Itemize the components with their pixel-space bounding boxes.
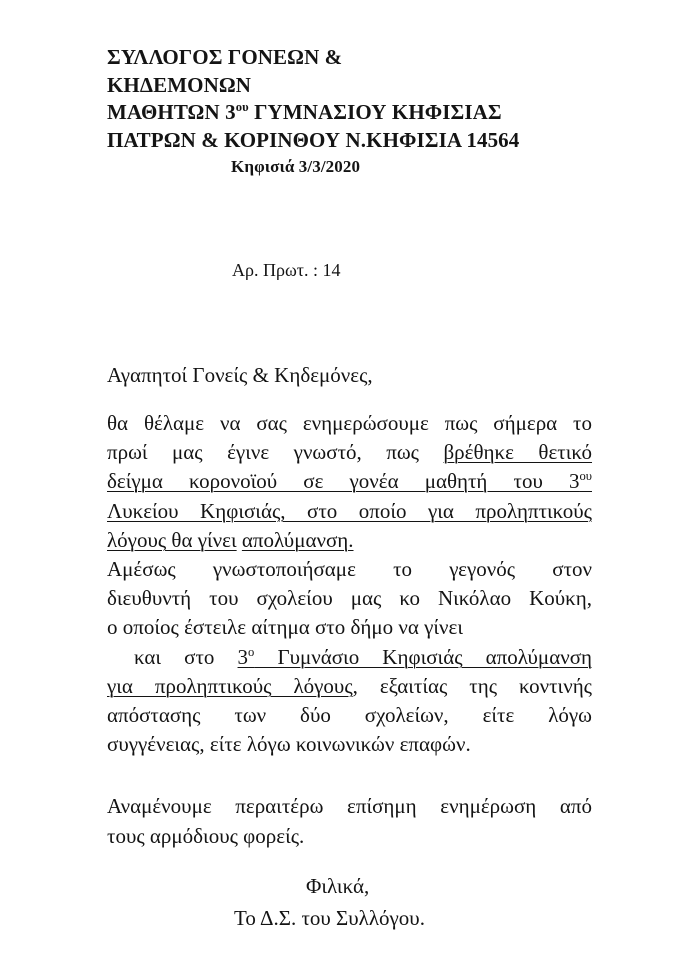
main-paragraph <box>107 409 592 759</box>
text-line: τους αρμόδιους φορείς. <box>107 824 305 848</box>
text-segment: 3 <box>237 644 249 669</box>
text-line: συγγένειας, είτε λόγω κοινωνικών επαφών. <box>107 732 471 757</box>
text-segment: πρωί μας έγινε γνωστό, πως <box>107 440 444 465</box>
letterhead-address: ΠΑΤΡΩΝ & ΚΟΡΙΝΘΟΥ Ν.ΚΗΦΙΣΙΑ 14564 <box>107 127 520 152</box>
text-segment: δείγμα κορονοϊού σε γονέα μαθητή του 3 <box>107 469 580 494</box>
underlined-text <box>238 645 592 669</box>
signature: Το Δ.Σ. του Συλλόγου. <box>234 906 425 930</box>
text-line: θα θέλαμε να σας ενημερώσουμε πως σήμερα το <box>107 411 592 435</box>
underlined-text: λόγους θα γίνει <box>107 527 237 552</box>
text-line <box>107 643 592 672</box>
text-segment: και στο <box>134 644 238 669</box>
underlined-text: απολύμανση. <box>241 527 354 552</box>
superscript: ο <box>248 644 255 659</box>
underlined-text: για προληπτικούς λόγους <box>107 673 353 698</box>
text-line: Αμέσως γνωστοποιήσαμε το γεγονός στον <box>107 557 592 582</box>
text-line <box>107 438 592 467</box>
text-line <box>107 526 592 555</box>
underlined-text: βρέθηκε θετικό <box>443 440 593 465</box>
letterhead-line-1: ΣΥΛΛΟΓΟΣ ΓΟΝΕΩΝ & <box>107 45 343 69</box>
letterhead-line-2: ΚΗΔΕΜΟΝΩΝ <box>107 72 252 97</box>
protocol-number: Αρ. Πρωτ. : 14 <box>232 260 341 280</box>
letterhead-line-3-end: ΓΥΜΝΑΣΙΟΥ ΚΗΦΙΣΙΑΣ <box>248 100 502 124</box>
underlined-text: Λυκείου Κηφισιάς, στο οποίο για προληπτικούς <box>107 498 592 523</box>
greeting: Αγαπητοί Γονείς & Κηδεμόνες, <box>107 363 373 387</box>
text-line: διευθυντή του σχολείου μας κο Νικόλαο Κούκη, <box>107 586 592 611</box>
superscript: ου <box>579 469 592 484</box>
letter-date: Κηφισιά 3/3/2020 <box>231 157 361 176</box>
letterhead-line-3 <box>107 99 519 127</box>
signoff <box>234 870 425 934</box>
text-line: ο οποίος έστειλε αίτημα στο δήμο να γίνει <box>107 615 463 640</box>
underlined-text <box>107 469 592 493</box>
text-line: απόστασης των δύο σχολείων, είτε λόγω <box>107 703 592 728</box>
letterhead <box>107 44 519 180</box>
letterhead-line-3-superscript: ου <box>235 100 249 115</box>
text-line <box>107 467 592 496</box>
text-line <box>107 672 592 701</box>
text-segment: Γυμνάσιο Κηφισιάς απολύμανση <box>254 644 592 669</box>
text-segment: , εξαιτίας της κοντινής <box>352 673 592 698</box>
text-line <box>107 497 592 526</box>
letterhead-line-3-start: ΜΑΘΗΤΩΝ 3 <box>107 100 236 124</box>
text-line: Αναμένουμε περαιτέρω επίσημη ενημέρωση από <box>107 794 592 818</box>
closing-salutation: Φιλικά, <box>306 874 370 898</box>
closing-paragraph <box>107 791 592 851</box>
